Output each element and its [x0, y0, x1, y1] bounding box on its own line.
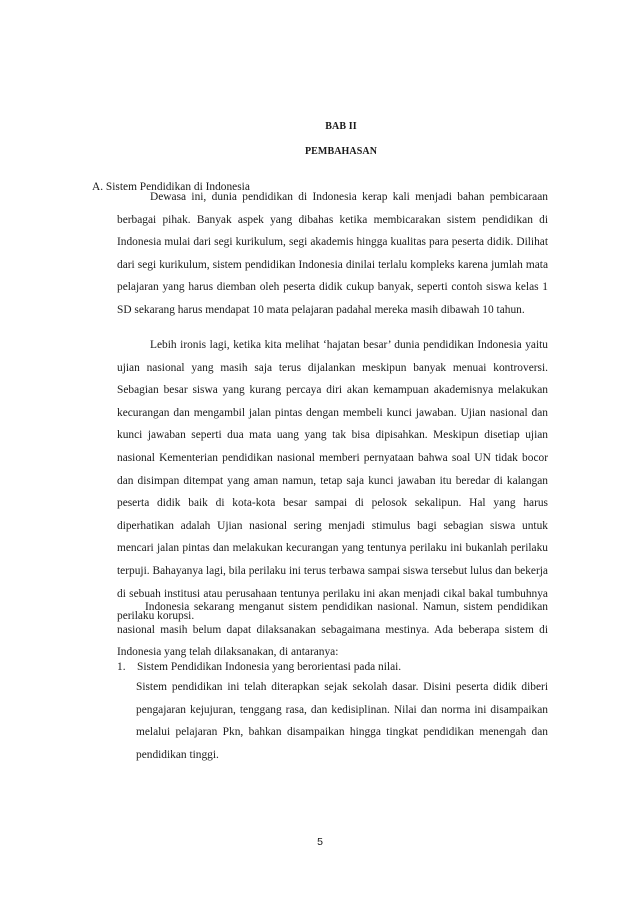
page-number: 5: [317, 836, 323, 848]
list-number: 1.: [117, 661, 126, 673]
list-item-heading: [117, 661, 401, 673]
paragraph: Dewasa ini, dunia pendidikan di Indonesia kerap kali menjadi bahan pembicaraan berbagai pihak. Banyak aspek yang dibahas ketika membicarakan sistem pendidikan di Indonesia mulai dari segi kurikulum, segi akademis hingga kualitas para peserta didik. Dilihat dari segi kurikulum, sistem pendidikan Indonesia dinilai terlalu kompleks karena jumlah mata pelajaran yang harus diemban oleh peserta didik cukup banyak, seperti contoh siswa kelas 1 SD sekarang harus mendapat 10 mata pelajaran padahal mereka masih dibawah 10 tahun.: [117, 191, 548, 316]
paragraph-block-3: [117, 596, 548, 664]
list-body-text: Sistem pendidikan ini telah diterapkan sejak sekolah dasar. Disini peserta didik diberi pengajaran kejujuran, tenggang rasa, dan kedisiplinan. Nilai dan norma ini disampaikan melalui pelajaran Pkn, bahkan disampaikan hingga tingkat pendidikan menengah dan pendidikan tinggi.: [136, 681, 548, 761]
list-title: Sistem Pendidikan Indonesia yang berorientasi pada nilai.: [137, 661, 402, 673]
chapter-number: BAB II: [325, 121, 357, 132]
chapter-title: PEMBAHASAN: [304, 146, 378, 157]
paragraph: Indonesia sekarang menganut sistem pendidikan nasional. Namun, sistem pendidikan nasional masih belum dapat dilaksanakan sebagaimana mestinya. Ada beberapa sistem di Indonesia yang telah dilaksanakan, di antaranya:: [117, 601, 548, 659]
paragraph-block-2: [117, 334, 548, 628]
paragraph-block-1: [117, 186, 548, 322]
section-heading: A. Sistem Pendidikan di Indonesia: [92, 181, 250, 193]
list-item-body: [136, 676, 548, 766]
paragraph: Lebih ironis lagi, ketika kita melihat ‘hajatan besar’ dunia pendidikan Indonesia yaitu ujian nasional yang masih saja terus dijalankan meskipun banyak menuai kontroversi. Sebagian besar siswa yang kurang percaya diri akan kemampuan akademisnya melakukan kecurangan dan mengambil jalan pintas dengan membeli kunci jawaban. Ujian nasional dan kunci jawaban seperti dua mata uang yang tak bisa dipisahkan. Meskipun disetiap ujian nasional Kementerian pendidikan nasional memberi pernyataan bahwa soal UN tidak bocor dan disimpan ditempat yang aman namun, tetap saja kunci jawaban itu beredar di kalangan peserta didik baik di kota-kota besar sampai di pelosok sekalipun. Hal yang harus diperhatikan adalah Ujian nasional sering menjadi stimulus bagi sebagian siswa untuk mencari jalan pintas dan melakukan kecurangan yang tentunya perilaku ini bukanlah perilaku terpuji. Bahayanya lagi, bila perilaku ini terus terbawa sampai siswa tersebut lulus dan bekerja di sebuah institusi atau perusahaan tentunya perilaku ini akan menjadi cikal bakal tumbuhnya perilaku korupsi.: [117, 339, 548, 623]
